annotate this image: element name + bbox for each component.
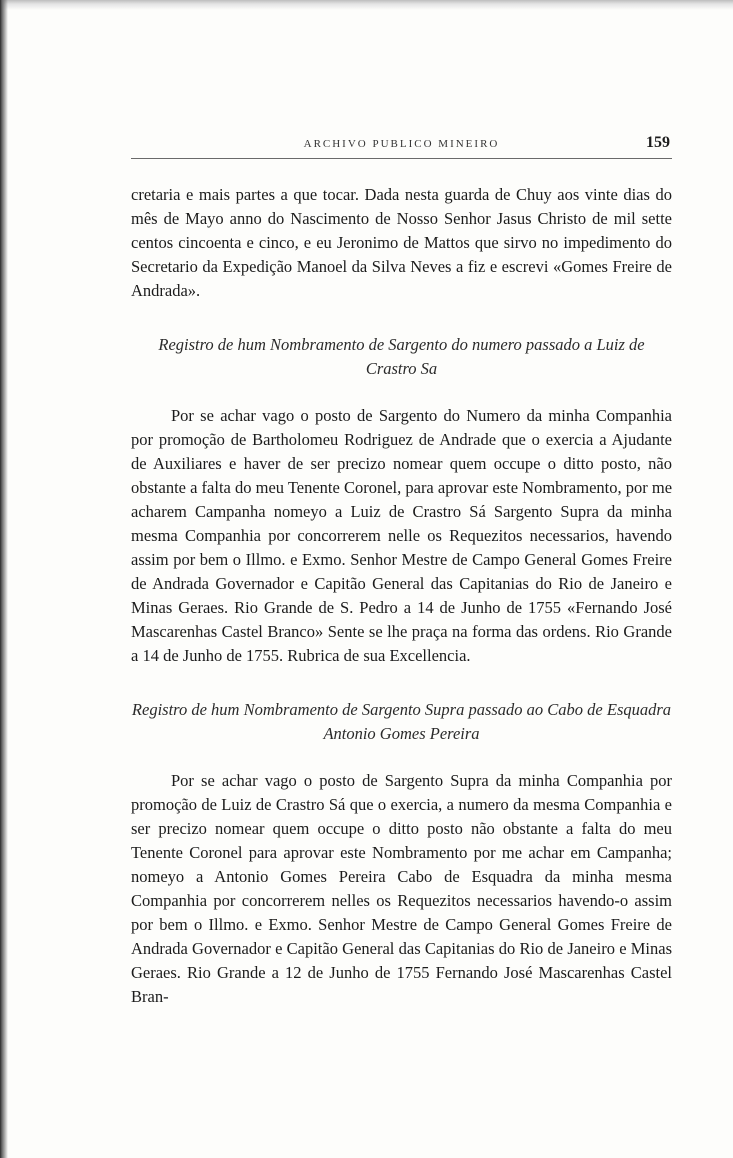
page-top-shadow — [0, 0, 733, 10]
paragraph-nombramento-sargento-supra: Por se achar vago o posto de Sargento Supra da minha Companhia por promoção de Luiz de Crastro Sá que o exercia, a numero da mesma Companhia e ser precizo nomear quem occupe o ditto posto não obstante a falta do meu Tenente Coronel para aprovar este Nombramento por me achar em Campanha; nomeyo a Antonio Gomes Pereira Cabo de Esquadra da minha mesma Companhia por concorrerem nelles os Requezitos necessarios havendo-o assim por bem o Illmo. e Exmo. Senhor Mestre de Campo General Gomes Freire de Andrada Governador e Capitão General das Capitanias do Rio de Janeiro e Minas Geraes. Rio Grande a 12 de Junho de 1755 Fernando José Mascarenhas Castel Bran- — [131, 771, 672, 1006]
section-heading-sargento-supra: Registro de hum Nombramento de Sargento Supra passado ao Cabo de Esquadra Antonio Gomes Pereira — [131, 700, 672, 743]
page-number: 159 — [646, 134, 670, 151]
paragraph-nombramento-sargento-numero: Por se achar vago o posto de Sargento do Numero da minha Companhia por promoção de Bartholomeu Rodriguez de Andrade que o exercia a Ajudante de Auxiliares e haver de ser precizo nomear quem occupe o ditto posto, não obstante a falta do meu Tenente Coronel, para aprovar este Nombramento, por me acharem Campanha nomeyo a Luiz de Crastro Sá Sargento Supra da minha mesma Companhia por concorrerem nelle os Requezitos necessarios, havendo assim por bem o Illmo. e Exmo. Senhor Mestre de Campo General Gomes Freire de Andrada Governador e Capitão General das Capitanias do Rio de Janeiro e Minas Geraes. Rio Grande de S. Pedro a 14 de Junho de 1755 «Fernando José Mascarenhas Castel Branco» Sente se lhe praça na forma das ordens. Rio Grande a 14 de Junho de 1755. Rubrica de sua Excellencia. — [131, 406, 673, 665]
running-head-title: ARCHIVO PUBLICO MINEIRO — [303, 138, 500, 150]
section-heading-sargento-numero: Registro de hum Nombramento de Sargento do numero passado a Luiz de Crastro Sa — [158, 335, 645, 378]
document-page — [131, 132, 672, 1009]
running-head — [131, 132, 672, 159]
page-left-shadow — [0, 0, 9, 1158]
paragraph-continuation: cretaria e mais partes a que tocar. Dada nesta guarda de Chuy aos vinte dias do mês de Mayo anno do Nascimento de Nosso Senhor Jasus Christo de mil sette centos cincoenta e cinco, e eu Jeronimo de Mattos que sirvo no impedimento do Secretario da Expedição Manoel da Silva Neves a fiz e escrevi «Gomes Freire de Andrada». — [131, 185, 672, 300]
